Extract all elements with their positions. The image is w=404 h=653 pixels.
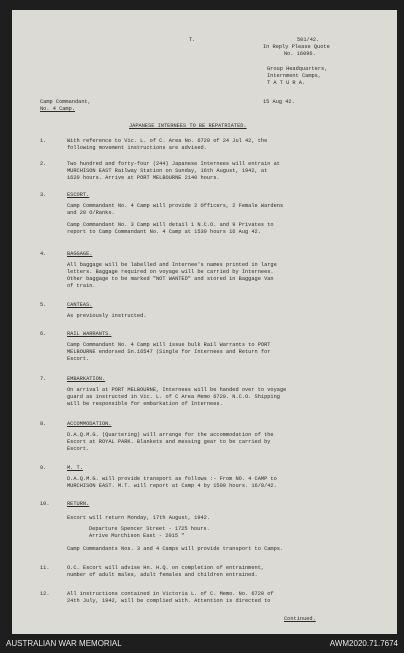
paragraph-number: 8. (40, 421, 47, 427)
paragraph-line: following movement instructions are advised. (67, 145, 207, 151)
footer-institution: AUSTRALIAN WAR MEMORIAL (6, 639, 122, 648)
recipient-line: Camp Commandant, (40, 99, 91, 105)
paragraph-number: 11. (40, 565, 50, 571)
section-heading: RETURN. (67, 501, 90, 507)
paragraph-line: letters. Baggage required on voyage will be carried by Internees. (67, 269, 274, 275)
section-heading: ESCORT. (67, 192, 90, 198)
headquarters-line: Internment Camps, (267, 73, 322, 79)
paragraph-number: 10. (40, 501, 50, 507)
paragraph-number: 1. (40, 138, 47, 144)
paragraph-line: All instructions contained in Victoria L. of C. Memo. No. 6720 of (67, 591, 274, 597)
paragraph-line: O.C. Escort will advise Hn. H.Q. on completion of entrainment, (67, 565, 265, 571)
quote-number: No. 16096. (284, 51, 316, 57)
schedule-line: Departure Spencer Street - 1725 hours. (89, 526, 210, 532)
paragraph-line: Camp Commandants Nos. 3 and 4 Camps will provide transport to Camps. (67, 546, 284, 552)
paragraph-line: of train. (67, 283, 96, 289)
paragraph-number: 2. (40, 161, 47, 167)
paragraph-line: and 20 O/Ranks. (67, 210, 115, 216)
paragraph-line: number of adult males, adult females and children entrained. (67, 572, 258, 578)
paragraph-line: will be responsible for embarkation of Internees. (67, 401, 223, 407)
paragraph-line: Escort at ROYAL PARK. Blankets and messing gear to be carried by (67, 439, 271, 445)
recipient-line: No. 4 Camp. (40, 106, 75, 112)
paragraph-number: 5. (40, 302, 47, 308)
paragraph-line: Escort will return Monday, 17th August, 1942. (67, 515, 211, 521)
schedule-line: Arrive Murchison East - 2015 " (89, 533, 185, 539)
headquarters-line: T A T U R A. (267, 80, 306, 86)
paragraph-line: All baggage will be labelled and Internee's names printed in large (67, 262, 277, 268)
paragraph-line: MURCHISON EAST. M.T. will report at Camp 4 by 1500 hours. 16/8/42. (67, 483, 277, 489)
document-title: JAPANESE INTERNEES TO BE REPATRIATED. (129, 123, 247, 129)
paragraph-line: As previously instructed. (67, 313, 147, 319)
letter-date: 15 Aug 42. (263, 99, 295, 105)
paragraph-line: Camp Commandant No. 3 Camp will detail 1 N.C.O. and 9 Privates to (67, 222, 274, 228)
paragraph-number: 9. (40, 465, 47, 471)
paragraph-line: 24th July, 1942, will be complied with. Attention is directed to (67, 598, 271, 604)
paragraph-line: On arrival at PORT MELBOURNE, Internees will be handed over to voyage (67, 387, 287, 393)
section-heading: M. T. (67, 465, 83, 471)
paragraph-line: Camp Commandant No. 4 Camp will provide 2 Officers, 2 Female Wardens (67, 203, 284, 209)
paragraph-number: 3. (40, 192, 47, 198)
paragraph-line: With reference to Vic. L. of C. Area No. 6720 of 24 Jul 42, the (67, 138, 268, 144)
reference-number: 501/42. (297, 37, 320, 43)
paragraph-number: 6. (40, 331, 47, 337)
document-page (12, 10, 397, 634)
paragraph-line: 1620 hours. Arrive at PORT MELBOURNE 2140 hours. (67, 175, 220, 181)
paragraph-line: Two hundred and forty-four (244) Japanese Internees will entrain at (67, 161, 280, 167)
paragraph-line: MURCHISON EAST Railway Station on Sunday, 16th August, 1942, at (67, 168, 268, 174)
paragraph-number: 12. (40, 591, 50, 597)
paragraph-number: 4. (40, 251, 47, 257)
section-heading: EMBARKATION. (67, 376, 106, 382)
continued-note: Continued. (284, 616, 316, 622)
paragraph-line: D.A.Q.M.G. (Quartering) will arrange for the accommodation of the (67, 432, 274, 438)
paragraph-line: D.A.Q.M.G. will provide transport as follows :- From NO. 4 CAMP to (67, 476, 277, 482)
section-heading: BAGGAGE. (67, 251, 93, 257)
paragraph-line: report to Camp Commandant No. 4 Camp at 1530 hours 16 Aug 42. (67, 229, 261, 235)
footer-accession-number: AWM2020.71.7674 (329, 639, 398, 648)
section-heading: RAIL WARRANTS. (67, 331, 112, 337)
paragraph-line: guard as instructed in Vic. L. of C Area Memo 6720. N.C.O. Shipping (67, 394, 280, 400)
paragraph-line: Escort. (67, 446, 90, 452)
quote-line: In Reply Please Quote (263, 44, 330, 50)
headquarters-line: Group Headquarters, (267, 66, 328, 72)
section-heading: ACCOMMODATION. (67, 421, 112, 427)
paragraph-line: Other baggage to be marked "NOT WANTED" and stored in Baggage Van (67, 276, 274, 282)
page-marker: T. (189, 37, 196, 43)
archive-footer (0, 634, 404, 653)
paragraph-line: Camp Commandant No. 4 Camp will issue bulk Rail Warrants to PORT (67, 342, 271, 348)
section-heading: CANTEAS. (67, 302, 93, 308)
paragraph-line: Escort. (67, 356, 90, 362)
paragraph-line: MELBOURNE endorsed Sn.16547 (Single for Internees and Return for (67, 349, 271, 355)
paragraph-number: 7. (40, 376, 47, 382)
